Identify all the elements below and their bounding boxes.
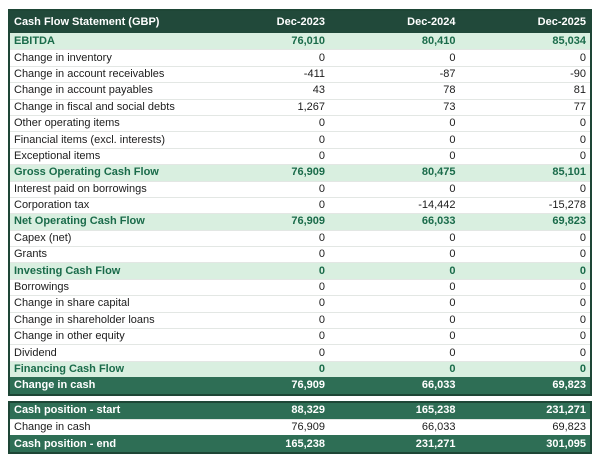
cell-value: 76,909 [291, 166, 325, 179]
row-label: Cash position - start [14, 404, 121, 417]
cell-value: 69,823 [552, 215, 586, 228]
cell-value: 0 [579, 149, 586, 162]
cell-value: 0 [318, 313, 325, 326]
cell-value: 0 [318, 297, 325, 310]
row-label: Investing Cash Flow [14, 264, 121, 277]
column-header: Dec-2025 [537, 15, 586, 28]
cell-value: 0 [318, 51, 325, 64]
table-row [10, 33, 590, 49]
row-label: Change in fiscal and social debts [14, 100, 175, 113]
table-row [10, 197, 590, 213]
row-label: Cash position - end [14, 437, 117, 450]
row-label: Grants [14, 248, 48, 261]
cell-value: 76,909 [291, 421, 325, 434]
table-row [10, 403, 590, 419]
table-row [10, 164, 590, 180]
cell-value: 0 [579, 248, 586, 261]
cell-value: 0 [449, 363, 456, 375]
table-row [10, 262, 590, 278]
table-row [10, 49, 590, 65]
row-label: Other operating items [14, 117, 120, 130]
cell-value: 77 [573, 100, 586, 113]
cell-value: 231,271 [415, 437, 456, 450]
table-row [10, 246, 590, 262]
cell-value: 0 [449, 117, 456, 130]
cell-value: -87 [439, 67, 456, 80]
cell-value: 0 [318, 231, 325, 244]
cell-value: 43 [312, 84, 325, 97]
cell-value: 0 [579, 297, 586, 310]
table-row [10, 312, 590, 328]
cell-value: 76,909 [291, 379, 325, 392]
cell-value: 0 [318, 264, 325, 277]
row-label: Net Operating Cash Flow [14, 215, 145, 228]
cell-value: 88,329 [291, 404, 325, 417]
row-label: Change in account receivables [14, 67, 165, 80]
cell-value: 0 [579, 313, 586, 326]
table-row [10, 66, 590, 82]
cell-value: 69,823 [552, 421, 586, 434]
cell-value: 0 [318, 199, 325, 212]
cell-value: 0 [579, 51, 586, 64]
table-row [10, 181, 590, 197]
row-label: Exceptional items [14, 149, 101, 162]
cell-value: 0 [449, 330, 456, 343]
cell-value: 76,010 [291, 34, 325, 47]
cell-value: 0 [579, 182, 586, 195]
cell-value: 0 [318, 248, 325, 261]
table-row [10, 435, 590, 451]
cell-value: 81 [573, 84, 586, 97]
column-header: Dec-2024 [407, 15, 456, 28]
cell-value: 0 [449, 133, 456, 146]
cell-value: 0 [449, 231, 456, 244]
table-row [10, 131, 590, 147]
table-row [10, 82, 590, 98]
cell-value: 69,823 [552, 379, 586, 392]
row-label: EBITDA [14, 34, 55, 47]
cell-value: 0 [318, 330, 325, 343]
cell-value: 0 [449, 313, 456, 326]
cell-value: 66,033 [421, 421, 456, 434]
row-label: Change in shareholder loans [14, 313, 155, 326]
table-row [10, 295, 590, 311]
cell-value: 301,095 [546, 437, 586, 450]
table-row [10, 419, 590, 435]
table-row [10, 99, 590, 115]
cell-value: 0 [318, 281, 325, 294]
row-label: Financing Cash Flow [14, 363, 125, 375]
table-body [10, 403, 590, 452]
cash-flow-table [8, 9, 592, 396]
table-row [10, 279, 590, 295]
cell-value: 0 [579, 330, 586, 343]
table-row [10, 361, 590, 377]
row-label: Interest paid on borrowings [14, 182, 147, 195]
cell-value: -14,442 [418, 199, 456, 212]
cell-value: 85,101 [552, 166, 586, 179]
table-body [10, 33, 590, 394]
cell-value: 1,267 [297, 100, 325, 113]
cell-value: 0 [579, 264, 586, 277]
cell-value: 0 [449, 51, 456, 64]
cell-value: 85,034 [552, 34, 586, 47]
cell-value: 0 [318, 117, 325, 130]
cell-value: -15,278 [548, 199, 586, 212]
cell-value: 0 [318, 133, 325, 146]
row-label: Change in share capital [14, 297, 130, 310]
cell-value: 0 [318, 149, 325, 162]
cash-position-table [8, 401, 592, 454]
cell-value: 0 [449, 182, 456, 195]
row-label: Gross Operating Cash Flow [14, 166, 159, 179]
cell-value: 165,238 [285, 437, 325, 450]
row-label: Change in account payables [14, 84, 153, 97]
cell-value: 0 [579, 281, 586, 294]
cell-value: 66,033 [421, 215, 456, 228]
row-label: Change in other equity [14, 330, 125, 343]
cell-value: 0 [449, 346, 456, 359]
row-label: Financial items (excl. interests) [14, 133, 165, 146]
cell-value: 0 [579, 133, 586, 146]
cell-value: 76,909 [291, 215, 325, 228]
table-row [10, 213, 590, 229]
table-title: Cash Flow Statement (GBP) [14, 15, 160, 28]
cell-value: 0 [318, 363, 325, 375]
cell-value: 0 [318, 182, 325, 195]
cell-value: 66,033 [421, 379, 456, 392]
table-row [10, 230, 590, 246]
cell-value: 73 [443, 100, 456, 113]
row-label: Capex (net) [14, 231, 72, 244]
cell-value: 0 [449, 297, 456, 310]
table-row [10, 344, 590, 360]
cell-value: 78 [443, 84, 456, 97]
table-row [10, 148, 590, 164]
table-row [10, 328, 590, 344]
cell-value: 0 [449, 149, 456, 162]
table-header-row [10, 11, 590, 33]
row-label: Borrowings [14, 281, 70, 294]
cell-value: 0 [579, 346, 586, 359]
table-row [10, 377, 590, 393]
row-label: Change in inventory [14, 51, 112, 64]
cell-value: 165,238 [415, 404, 456, 417]
cell-value: 0 [318, 346, 325, 359]
column-header: Dec-2023 [276, 15, 325, 28]
cell-value: 0 [449, 281, 456, 294]
row-label: Dividend [14, 346, 57, 359]
cell-value: 0 [449, 248, 456, 261]
cell-value: 231,271 [546, 404, 586, 417]
table-row [10, 115, 590, 131]
cell-value: 0 [579, 231, 586, 244]
row-label: Change in cash [14, 421, 91, 434]
cell-value: -411 [303, 67, 325, 80]
cell-value: -90 [570, 67, 586, 80]
row-label: Corporation tax [14, 199, 90, 212]
cell-value: 80,475 [421, 166, 456, 179]
row-label: Change in cash [14, 379, 96, 392]
cell-value: 0 [579, 363, 586, 375]
cell-value: 80,410 [421, 34, 456, 47]
cell-value: 0 [579, 117, 586, 130]
cell-value: 0 [449, 264, 456, 277]
